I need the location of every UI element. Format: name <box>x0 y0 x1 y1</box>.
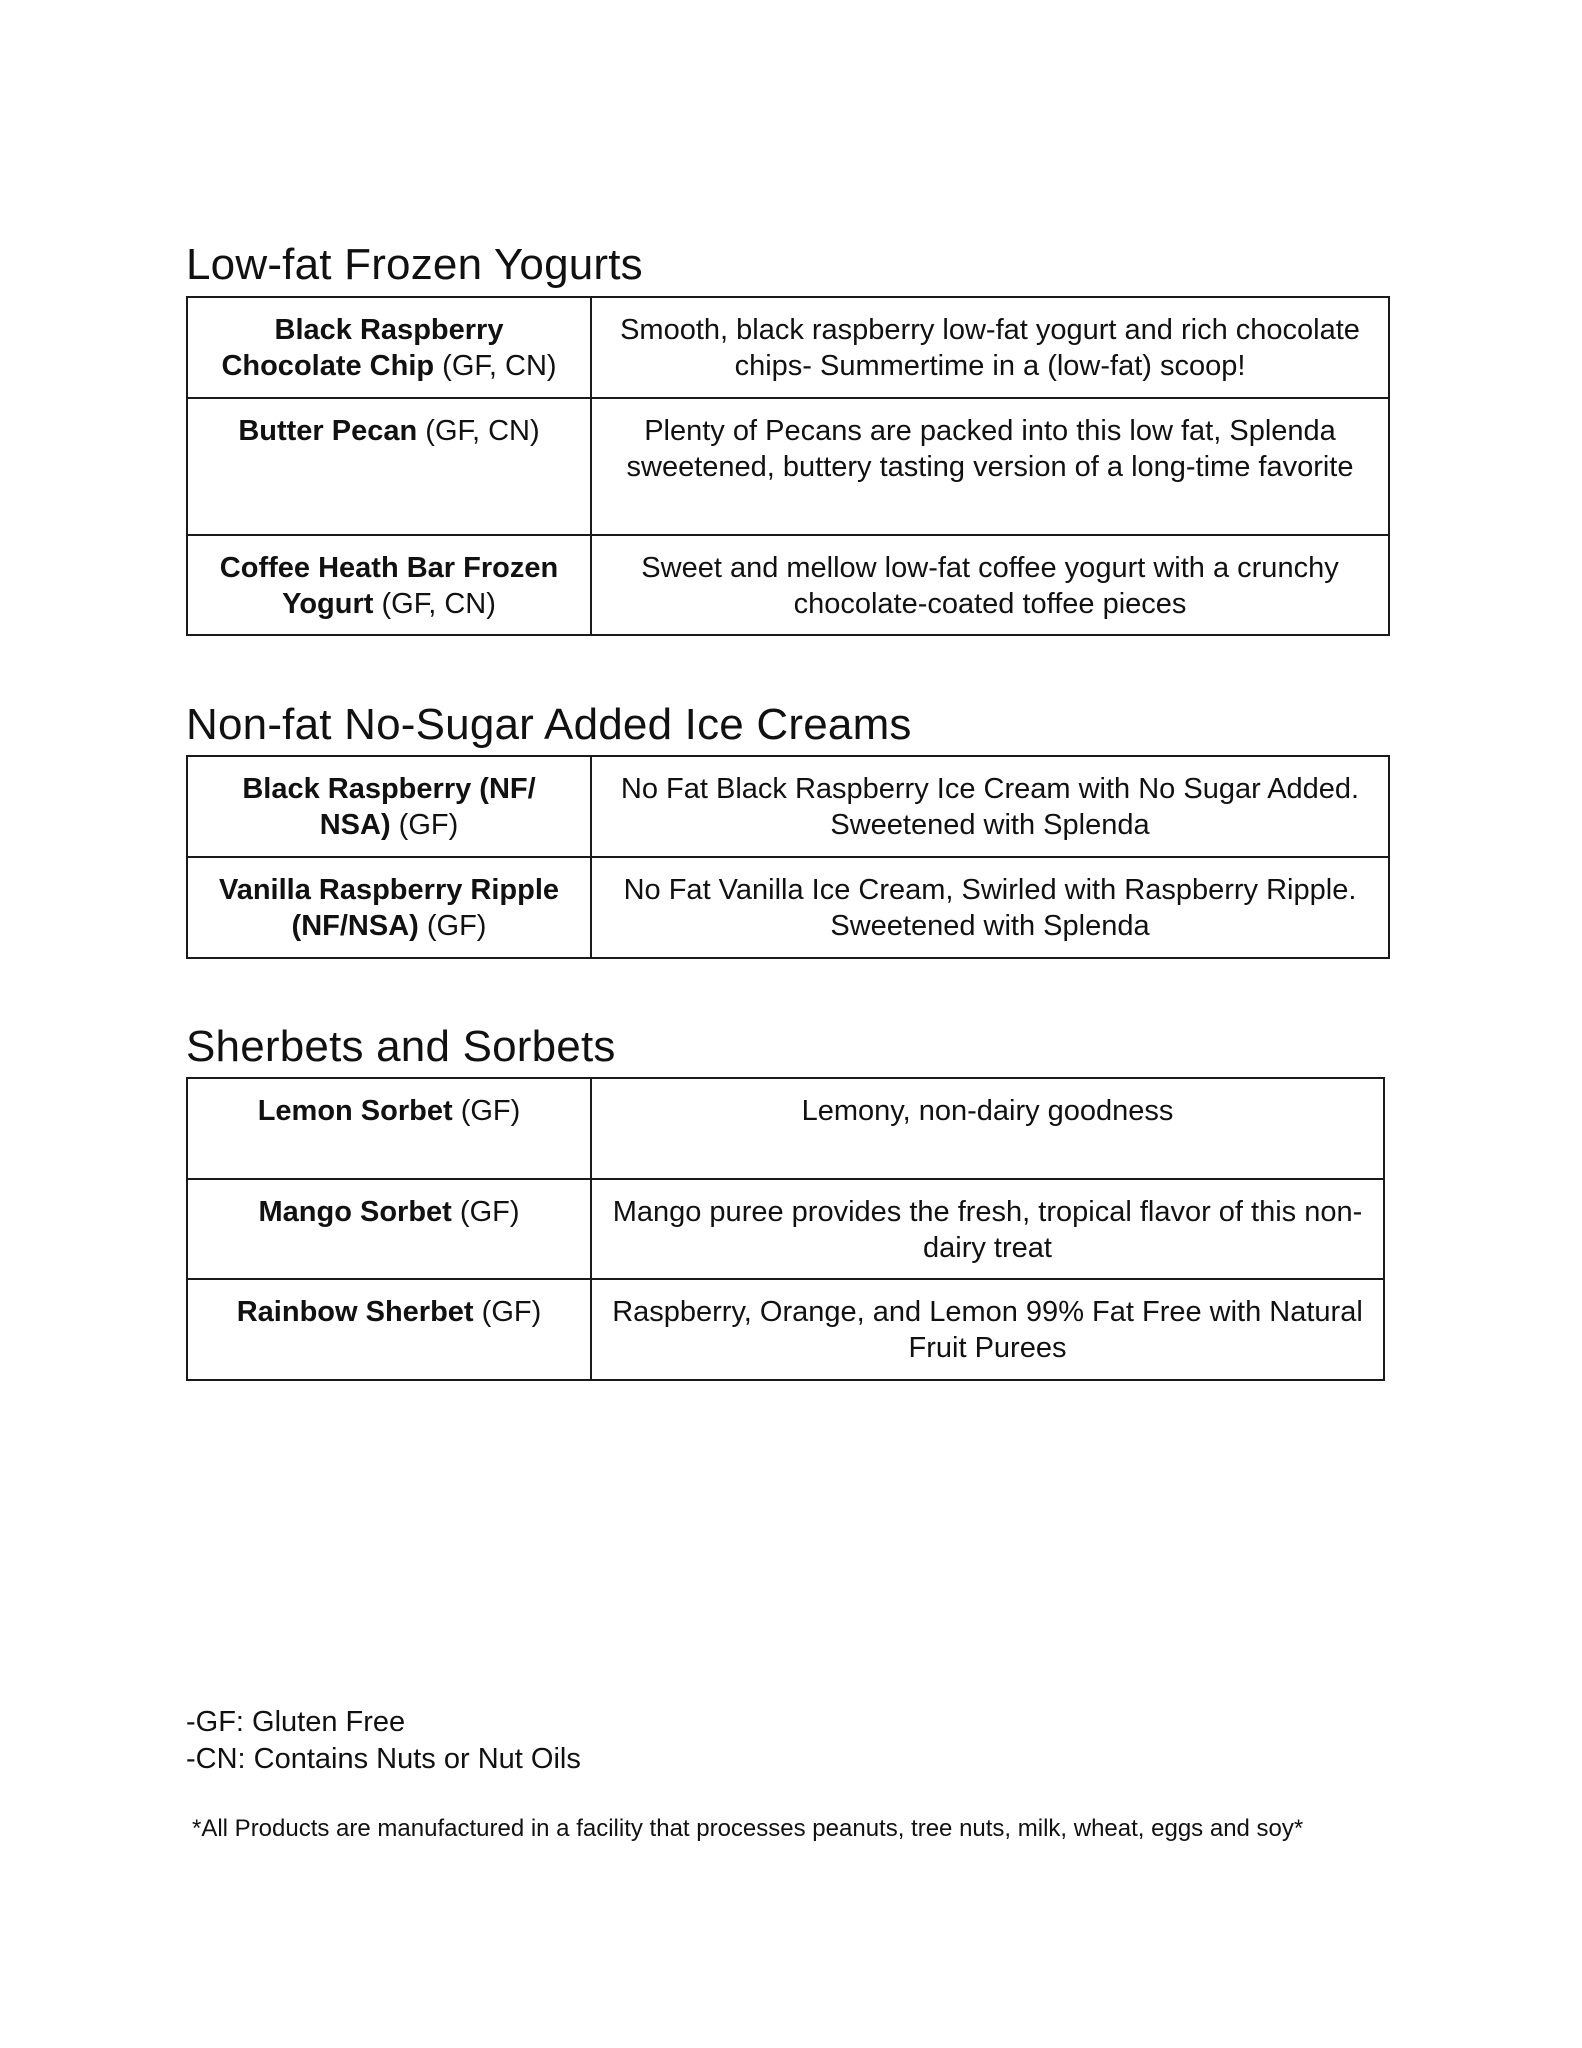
table-row <box>187 857 1389 958</box>
section-title-sherbets-and-sorbets: Sherbets and Sorbets <box>186 1022 616 1071</box>
table-row <box>187 297 1389 398</box>
item-tags: (GF) <box>460 1095 521 1127</box>
menu-table-non-fat-no-sugar-ice-creams <box>186 755 1390 959</box>
legend-item-cn: -CN: Contains Nuts or Nut Oils <box>186 1743 581 1775</box>
item-tags: (GF) <box>398 809 459 841</box>
item-tags: (GF) <box>459 1196 520 1228</box>
table-row <box>187 756 1389 857</box>
item-name-cell <box>187 297 591 398</box>
item-description: Mango puree provides the fresh, tropical flavor of this non-dairy treat <box>591 1179 1384 1279</box>
legend-item-gf: -GF: Gluten Free <box>186 1706 406 1738</box>
table-row <box>187 1279 1384 1380</box>
table-row <box>187 398 1389 535</box>
item-tags: (GF, CN) <box>442 350 557 382</box>
table-row <box>187 535 1389 635</box>
table-row <box>187 1078 1384 1179</box>
item-description: No Fat Black Raspberry Ice Cream with No Sugar Added. Sweetened with Splenda <box>591 756 1389 857</box>
allergen-disclaimer: *All Products are manufactured in a facility that processes peanuts, tree nuts, milk, wheat, eggs and soy* <box>192 1815 1304 1842</box>
item-description: Plenty of Pecans are packed into this low fat, Splenda sweetened, buttery tasting version of a long-time favorite <box>591 398 1389 535</box>
item-name: Lemon Sorbet <box>257 1095 453 1127</box>
item-name: Black Raspberry (NF/ NSA) <box>242 773 536 841</box>
item-description: Lemony, non-dairy goodness <box>591 1078 1384 1179</box>
section-title-low-fat-frozen-yogurts: Low-fat Frozen Yogurts <box>186 240 643 289</box>
item-name-cell <box>187 1279 591 1380</box>
item-name: Black Raspberry Chocolate Chip <box>221 314 504 382</box>
item-name-cell <box>187 535 591 635</box>
section-title-non-fat-no-sugar-ice-creams: Non-fat No-Sugar Added Ice Creams <box>186 700 912 749</box>
item-description: No Fat Vanilla Ice Cream, Swirled with Raspberry Ripple. Sweetened with Splenda <box>591 857 1389 958</box>
item-name-cell <box>187 756 591 857</box>
item-description: Smooth, black raspberry low-fat yogurt and rich chocolate chips- Summertime in a (low-fat) scoop! <box>591 297 1389 398</box>
item-name-cell <box>187 857 591 958</box>
item-tags: (GF, CN) <box>381 588 496 620</box>
item-tags: (GF) <box>481 1296 542 1328</box>
item-name-cell <box>187 1078 591 1179</box>
item-name: Mango Sorbet <box>258 1196 452 1228</box>
item-tags: (GF, CN) <box>425 415 540 447</box>
item-description: Sweet and mellow low-fat coffee yogurt with a crunchy chocolate-coated toffee pieces <box>591 535 1389 635</box>
item-name: Vanilla Raspberry Ripple (NF/NSA) <box>218 874 560 942</box>
item-name-cell <box>187 398 591 535</box>
item-description: Raspberry, Orange, and Lemon 99% Fat Free with Natural Fruit Purees <box>591 1279 1384 1380</box>
menu-table-sherbets-and-sorbets <box>186 1077 1385 1381</box>
menu-table-low-fat-frozen-yogurts <box>186 296 1390 636</box>
item-tags: (GF) <box>426 910 487 942</box>
table-row <box>187 1179 1384 1279</box>
item-name: Coffee Heath Bar Frozen Yogurt <box>219 552 559 620</box>
item-name: Rainbow Sherbet <box>236 1296 474 1328</box>
item-name: Butter Pecan <box>238 415 418 447</box>
allergen-legend <box>186 1704 581 1778</box>
item-name-cell <box>187 1179 591 1279</box>
